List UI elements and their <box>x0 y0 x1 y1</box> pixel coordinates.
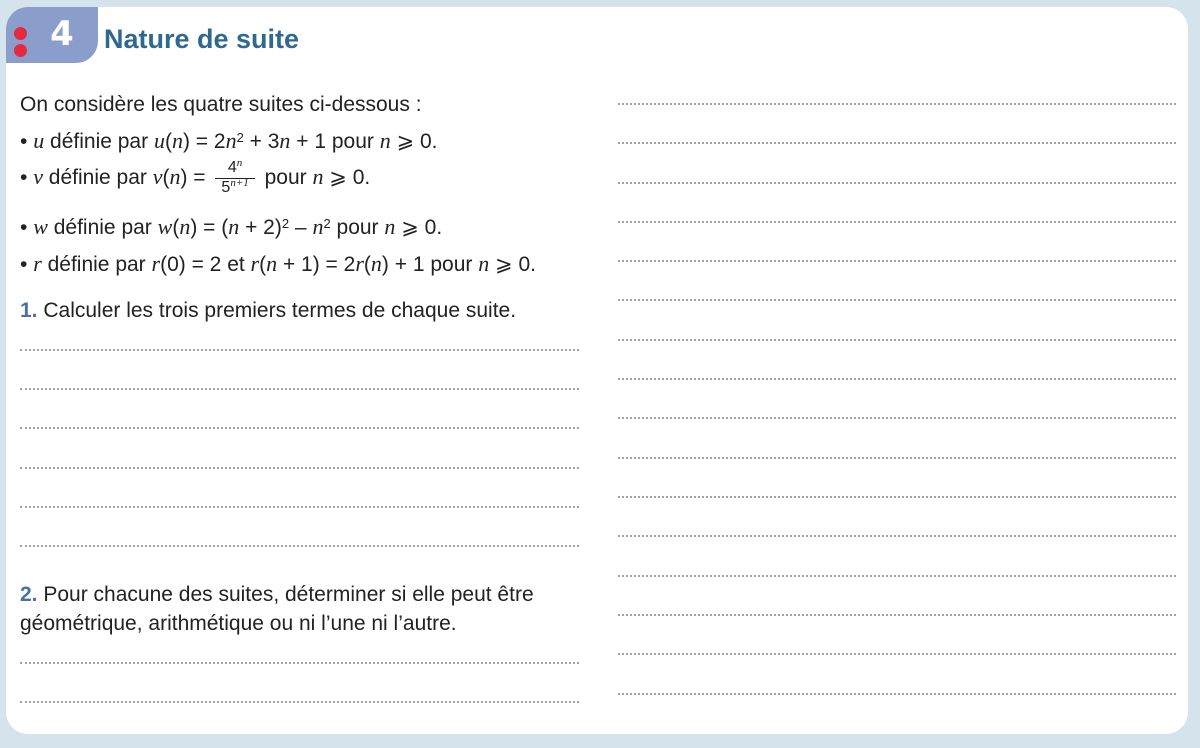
answer-line[interactable] <box>20 545 579 547</box>
answer-line[interactable] <box>618 614 1176 616</box>
answer-line[interactable] <box>20 388 579 390</box>
answer-line[interactable] <box>618 575 1176 577</box>
answer-line[interactable] <box>618 653 1176 655</box>
exercise-card <box>6 7 1188 734</box>
answer-line[interactable] <box>618 417 1176 419</box>
answer-line[interactable] <box>618 299 1176 301</box>
exercise-badge <box>6 7 98 63</box>
answer-line[interactable] <box>618 457 1176 459</box>
answer-line[interactable] <box>20 349 579 351</box>
answer-line[interactable] <box>618 260 1176 262</box>
question-1: 1. Calculer les trois premiers termes de chaque suite. <box>20 299 517 322</box>
exercise-title: Nature de suite <box>104 24 300 54</box>
question-2-line2: géométrique, arithmétique ou ni l’une ni l’autre. <box>20 612 457 635</box>
answer-line[interactable] <box>618 496 1176 498</box>
answer-line[interactable] <box>20 662 579 664</box>
answer-line[interactable] <box>20 701 579 703</box>
answer-line[interactable] <box>618 378 1176 380</box>
bullet-r: • r définie par r(0) = 2 et r(n + 1) = 2r(n) + 1 pour n ⩾ 0. <box>20 251 536 276</box>
answer-line[interactable] <box>20 427 579 429</box>
fraction: $\frac{4^n}{5^{n+1}}$ <box>215 159 254 198</box>
intro-text: On considère les quatre suites ci-dessous : <box>20 93 422 116</box>
bullet-w: • w définie par $w(n) = (n + 2)^2 - n^2$ pour n ⩾ 0. <box>20 214 443 239</box>
answer-line[interactable] <box>618 182 1176 184</box>
difficulty-dot-icon <box>14 44 27 57</box>
answer-line[interactable] <box>618 693 1176 695</box>
answer-line[interactable] <box>20 467 579 469</box>
question-2: 2. Pour chacune des suites, déterminer si elle peut être <box>20 583 534 606</box>
answer-line[interactable] <box>618 339 1176 341</box>
answer-line[interactable] <box>618 535 1176 537</box>
difficulty-dot-icon <box>14 27 27 40</box>
answer-line[interactable] <box>618 103 1176 105</box>
exercise-number: 4 <box>50 14 74 54</box>
bullet-v: • v définie par v(n) = $\frac{4^n}{5^{n+1}}$ pour n ⩾ 0. <box>20 156 371 196</box>
bullet-u: • u définie par $u(n) = 2n^2 + 3n + 1$ pour n ⩾ 0. <box>20 128 438 153</box>
answer-line[interactable] <box>20 506 579 508</box>
answer-line[interactable] <box>618 142 1176 144</box>
answer-line[interactable] <box>618 221 1176 223</box>
